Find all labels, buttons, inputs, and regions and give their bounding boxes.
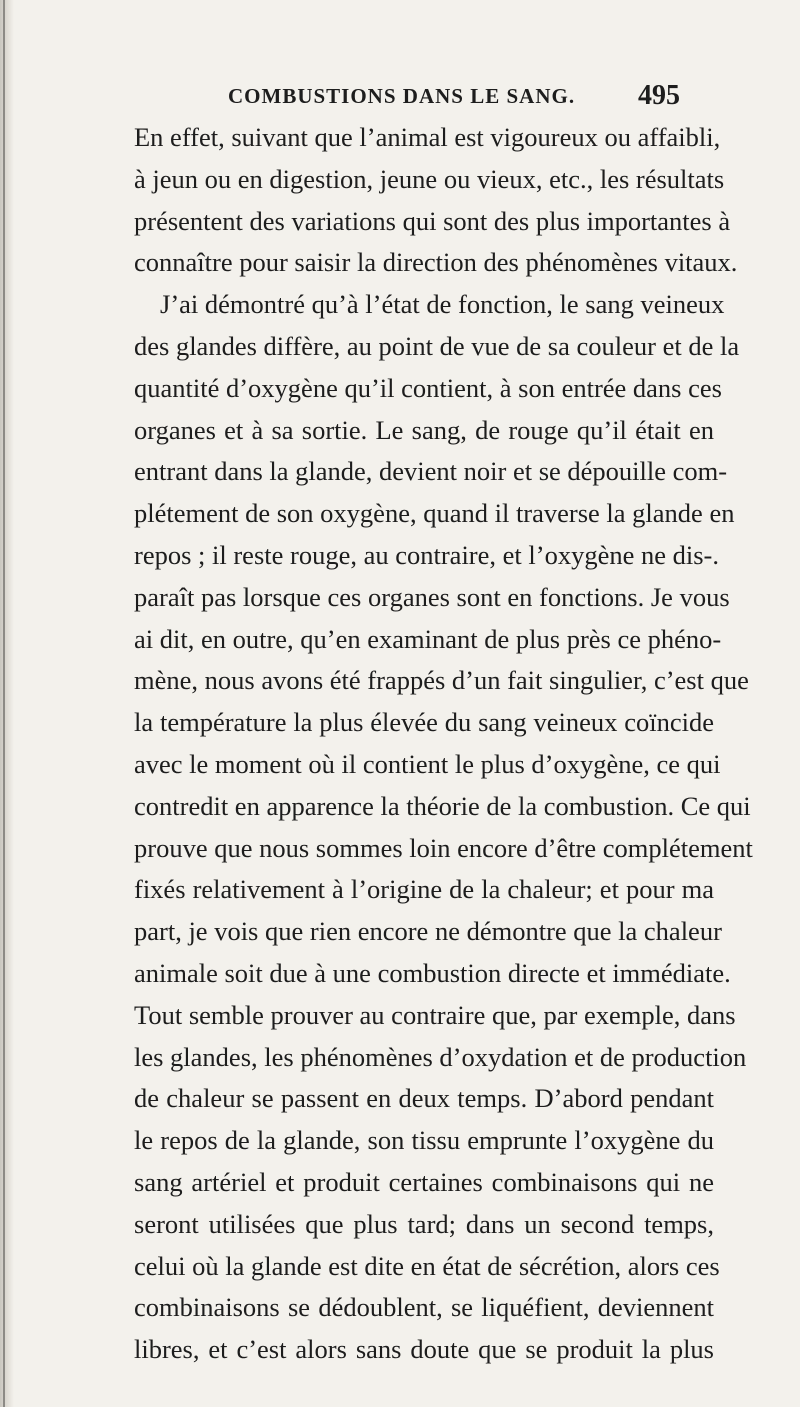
text-line-10: plétement de son oxygène, quand il traverse la glande en xyxy=(134,498,735,529)
text-line-29: combinaisons se dédoublent, se liquéfient, deviennent xyxy=(134,1292,714,1323)
text-line-22: Tout semble prouver au contraire que, par exemple, dans xyxy=(134,999,736,1030)
text-line-21: animale soit due à une combustion directe et immédiate. xyxy=(134,957,731,988)
text-line-9: entrant dans la glande, devient noir et se dépouille com- xyxy=(134,456,728,487)
text-line-24: de chaleur se passent en deux temps. D’abord pendant xyxy=(134,1083,714,1114)
text-line-3: présentent des variations qui sont des plus importantes à xyxy=(134,205,731,236)
text-line-19: fixés relativement à l’origine de la chaleur; et pour ma xyxy=(134,874,714,905)
text-line-26: sang artériel et produit certaines combinaisons qui ne xyxy=(134,1166,714,1197)
text-line-17: contredit en apparence la théorie de la combustion. Ce qui xyxy=(134,790,751,821)
text-line-14: mène, nous avons été frappés d’un fait singulier, c’est que xyxy=(134,665,749,696)
text-line-18: prouve que nous sommes loin encore d’être complétement xyxy=(134,832,753,863)
body-text xyxy=(134,117,753,1371)
binding-edge xyxy=(3,0,5,1407)
text-line-30: libres, et c’est alors sans doute que se produit la plus xyxy=(134,1334,714,1365)
text-line-5: J’ai démontré qu’à l’état de fonction, le sang veineux xyxy=(160,289,725,320)
text-line-8: organes et à sa sortie. Le sang, de rouge qu’il était en xyxy=(134,414,714,445)
text-line-23: les glandes, les phénomènes d’oxydation et de production xyxy=(134,1041,747,1072)
running-title: COMBUSTIONS DANS LE SANG. xyxy=(228,84,576,108)
text-line-4: connaître pour saisir la direction des phénomènes vitaux. xyxy=(134,247,738,278)
text-line-12: paraît pas lorsque ces organes sont en fonctions. Je vous xyxy=(134,581,730,612)
text-line-13: ai dit, en outre, qu’en examinant de plus près ce phéno- xyxy=(134,623,722,654)
text-line-7: quantité d’oxygène qu’il contient, à son entrée dans ces xyxy=(134,372,722,403)
text-line-27: seront utilisées que plus tard; dans un second temps, xyxy=(134,1208,714,1239)
text-line-25: le repos de la glande, son tissu emprunte l’oxygène du xyxy=(134,1125,714,1156)
text-line-28: celui où la glande est dite en état de sécrétion, alors ces xyxy=(134,1250,720,1281)
text-line-1: En effet, suivant que l’animal est vigoureux ou affaibli, xyxy=(134,122,721,152)
text-line-2: à jeun ou en digestion, jeune ou vieux, etc., les résultats xyxy=(134,163,725,194)
text-line-15: la température la plus élevée du sang veineux coïncide xyxy=(134,707,714,738)
text-line-20: part, je vois que rien encore ne démontre que la chaleur xyxy=(134,916,722,947)
text-line-16: avec le moment où il contient le plus d’oxygène, ce qui xyxy=(134,748,721,779)
text-line-11: repos ; il reste rouge, au contraire, et l’oxygène ne dis-. xyxy=(134,539,719,570)
page-number: 495 xyxy=(638,80,680,111)
page-header xyxy=(0,80,800,116)
text-line-6: des glandes diffère, au point de vue de sa couleur et de la xyxy=(134,330,740,361)
